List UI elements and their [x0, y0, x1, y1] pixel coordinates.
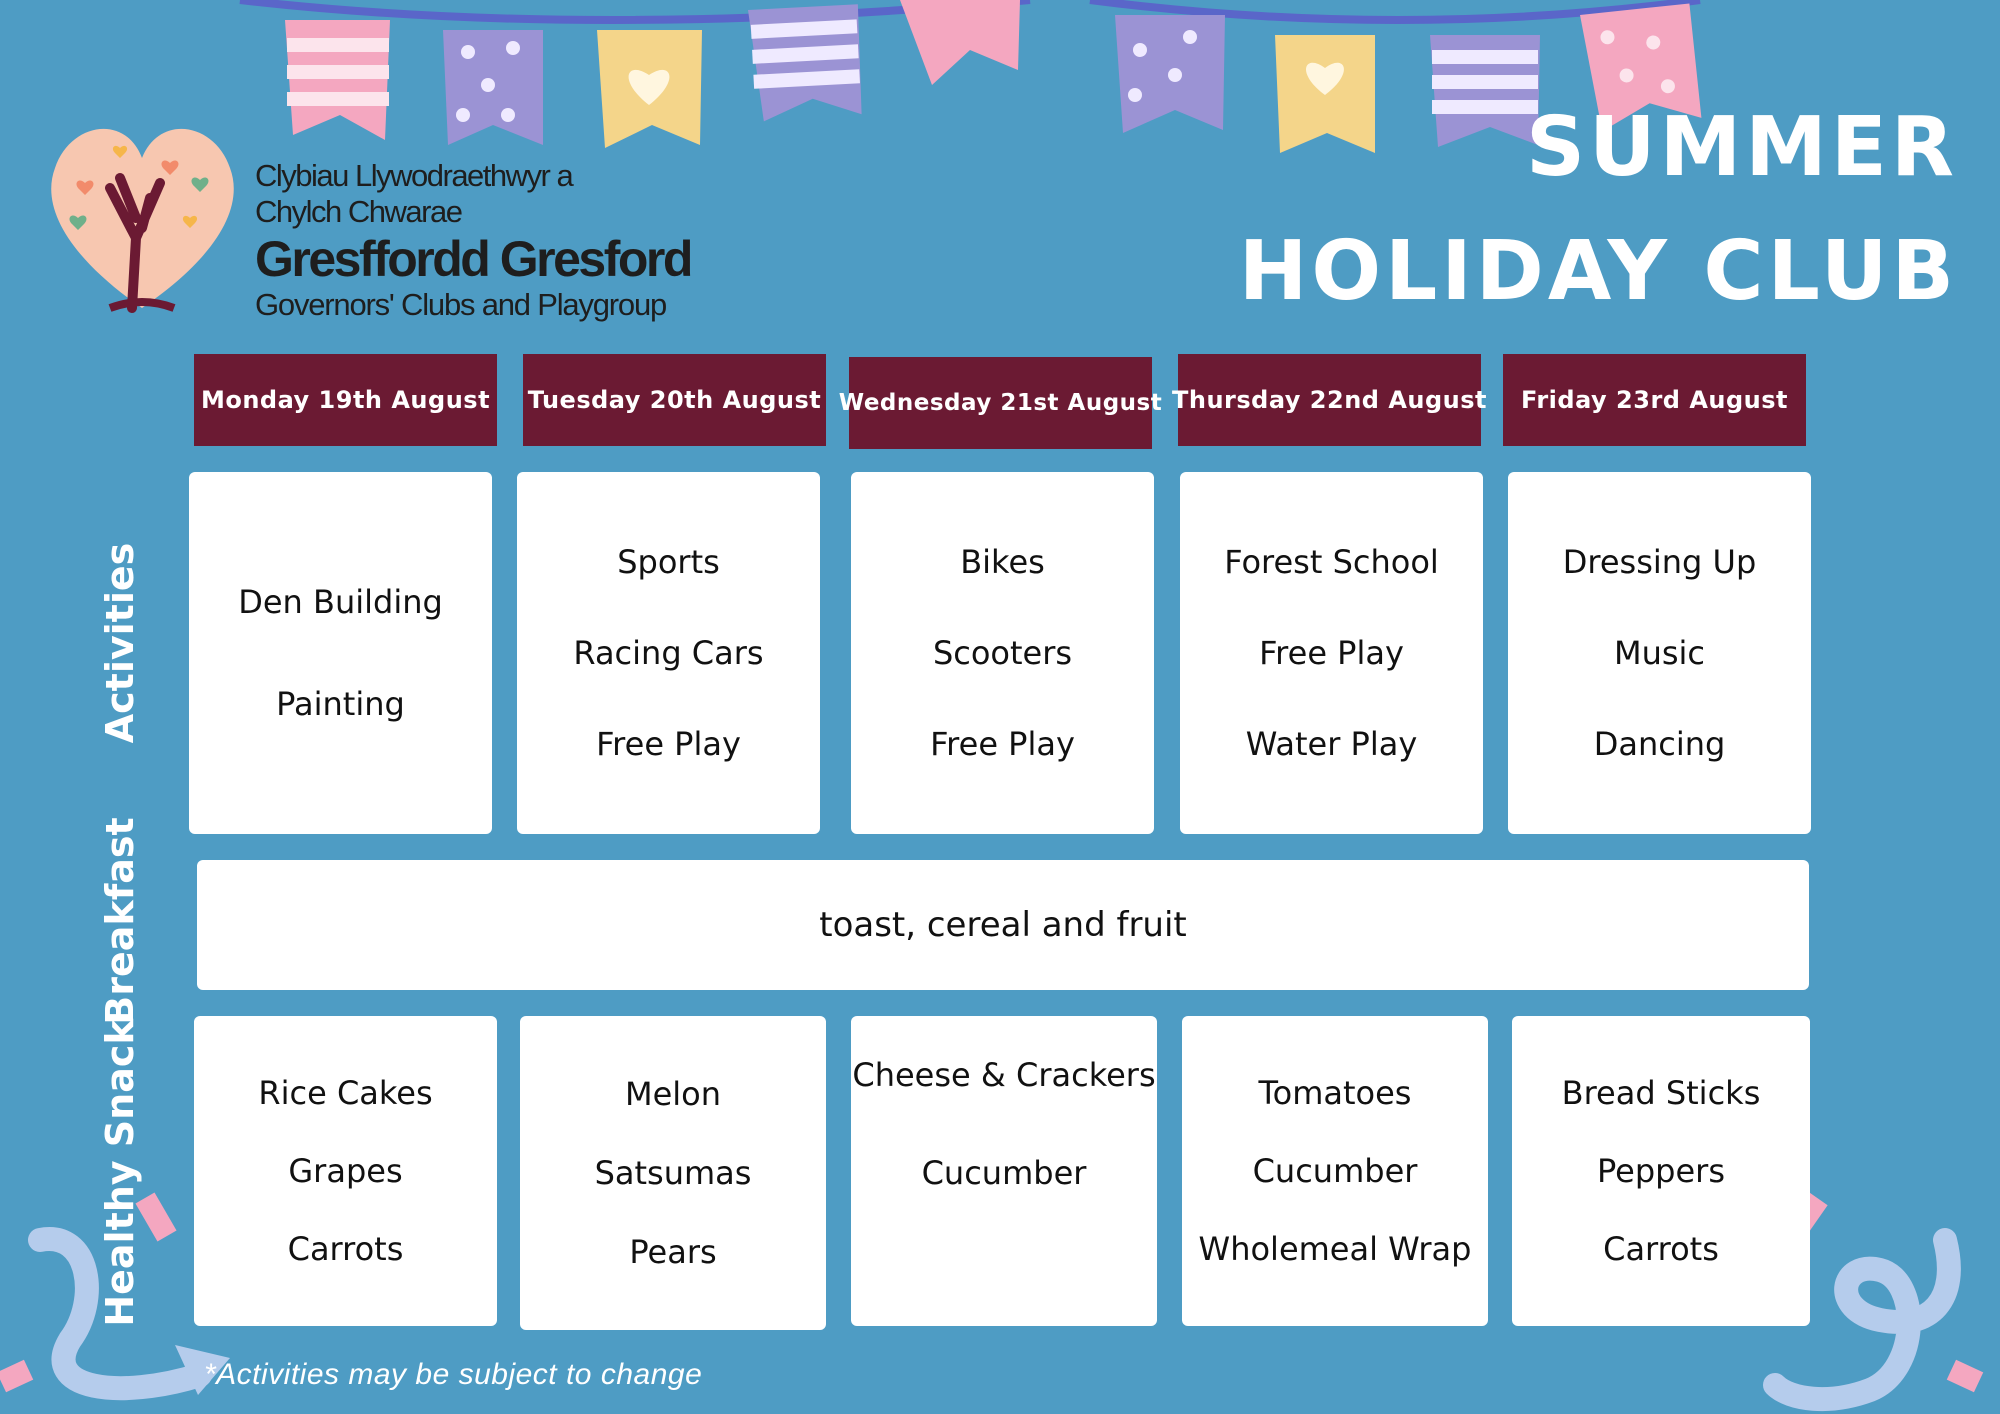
snack-card-monday — [194, 1016, 497, 1326]
list-item: Dancing — [1593, 725, 1726, 763]
snack-card-tuesday — [520, 1016, 826, 1330]
list-item: Racing Cars — [573, 634, 764, 672]
logo-line-2: Chylch Chwarae — [255, 194, 462, 229]
bunting-flag-icon — [443, 30, 543, 145]
list-item: Cheese & Crackers — [852, 1056, 1156, 1094]
list-item: Scooters — [932, 634, 1073, 672]
bunting-flag-icon — [1115, 15, 1225, 133]
snack-card-thursday — [1182, 1016, 1488, 1326]
list-item: Melon — [624, 1075, 722, 1113]
page-title-line-2: HOLIDAY CLUB — [1238, 224, 1958, 319]
logo-line-1: Clybiau Llywodraethwyr a — [255, 158, 573, 193]
logo-text — [255, 158, 691, 322]
list-item: Carrots — [1603, 1230, 1719, 1268]
row-label-healthy-snack: Healthy Snack — [98, 1019, 142, 1327]
activities-card-tuesday — [517, 472, 820, 834]
activities-card-wednesday — [851, 472, 1154, 834]
list-item: Music — [1613, 634, 1706, 672]
activities-card-monday — [189, 472, 492, 834]
day-header-wednesday: Wednesday 21st August — [849, 357, 1152, 449]
list-item: Free Play — [596, 725, 741, 763]
footnote: *Activities may be subject to change — [204, 1358, 703, 1391]
activities-card-thursday — [1180, 472, 1483, 834]
bunting-flag-icon — [900, 0, 1020, 85]
bunting-flag-icon — [1275, 35, 1375, 153]
page-title-line-1: SUMMER — [1526, 100, 1958, 195]
list-item: Rice Cakes — [258, 1074, 433, 1112]
snack-card-wednesday — [851, 1016, 1157, 1326]
bunting-flag-icon — [1430, 35, 1540, 147]
list-item: Water Play — [1245, 725, 1418, 763]
list-item: Den Building — [238, 583, 443, 622]
day-header-thursday: Thursday 22nd August — [1178, 354, 1481, 446]
row-label-activities: Activities — [98, 542, 142, 744]
list-item: Sports — [617, 543, 720, 581]
snack-card-friday — [1512, 1016, 1810, 1326]
list-item: Dressing Up — [1562, 543, 1757, 581]
list-item: Cucumber — [921, 1154, 1087, 1192]
list-item: Free Play — [930, 725, 1075, 763]
list-item: Pears — [629, 1233, 717, 1271]
logo-line-4: Governors' Clubs and Playgroup — [255, 287, 667, 322]
day-header-friday: Friday 23rd August — [1503, 354, 1806, 446]
row-label-breakfast: Breakfast — [98, 817, 142, 1025]
list-item: Cucumber — [1252, 1152, 1418, 1190]
breakfast-banner: toast, cereal and fruit — [197, 860, 1809, 990]
list-item: Forest School — [1224, 543, 1439, 581]
list-item: Wholemeal Wrap — [1198, 1230, 1472, 1268]
list-item: Carrots — [287, 1230, 404, 1268]
logo-line-3: Gresffordd Gresford — [255, 231, 691, 287]
list-item: Painting — [276, 684, 405, 723]
bunting-flag-icon — [748, 4, 864, 122]
list-item: Free Play — [1259, 634, 1404, 672]
activities-card-friday — [1508, 472, 1811, 834]
day-header-tuesday: Tuesday 20th August — [523, 354, 826, 446]
list-item: Grapes — [288, 1152, 403, 1190]
bunting-flag-icon — [597, 30, 702, 148]
list-item: Peppers — [1597, 1152, 1725, 1190]
list-item: Bikes — [960, 543, 1045, 581]
bunting-flag-icon — [285, 20, 390, 140]
logo-heart-tree-icon — [51, 129, 234, 308]
day-header-monday: Monday 19th August — [194, 354, 497, 446]
list-item: Bread Sticks — [1561, 1074, 1761, 1112]
list-item: Satsumas — [594, 1154, 752, 1192]
list-item: Tomatoes — [1258, 1074, 1412, 1112]
